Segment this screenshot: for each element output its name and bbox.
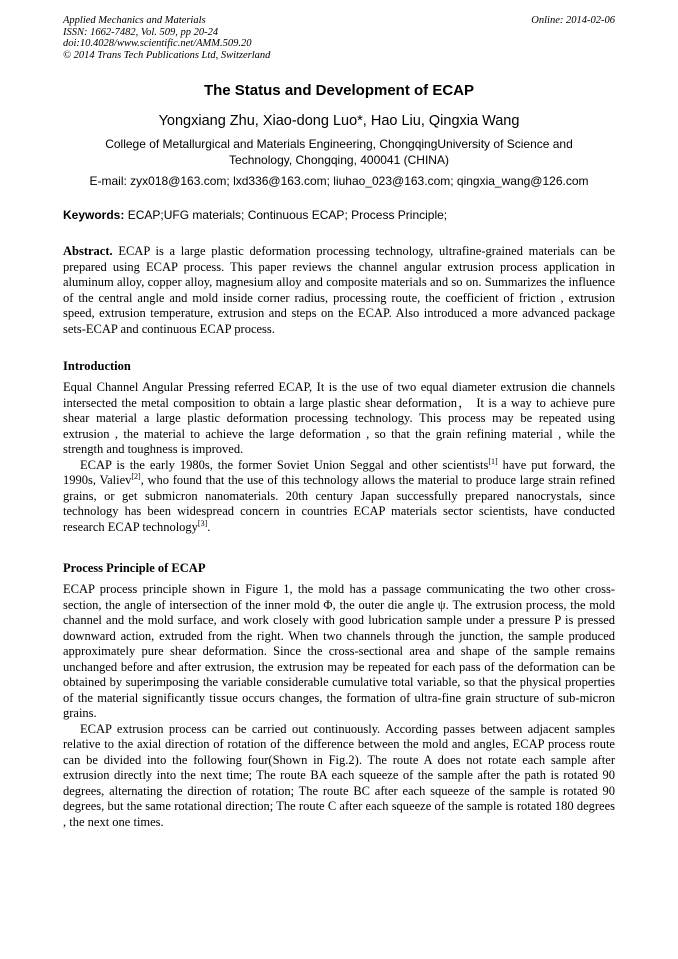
citation-2: [2] xyxy=(131,471,141,481)
introduction-heading: Introduction xyxy=(63,359,131,373)
journal-name: Applied Mechanics and Materials xyxy=(63,15,206,26)
citation-3: [3] xyxy=(197,518,208,528)
abstract-text: ECAP is a large plastic deformation processing technology, ultrafine-grained materials can be prepared using ECAP process. This paper reviews the channel angular extrusion process application in aluminum alloy, copper alloy, magnesium alloy and composite materials and so on. Summarizes the influence of the central angle and mold inside corner radius, processing route, the coefficient of friction , extrusion speed, extrusion temperature, extrusion and steps on the ECAP. Also introduced a more advanced package sets-ECAP and continuous ECAP process. xyxy=(63,244,615,336)
intro-p2-text-a: ECAP is the early 1980s, the former Soviet Union Seggal and other scientists xyxy=(80,457,489,472)
intro-p2-text-d: . xyxy=(207,519,211,534)
intro-paragraph-1: Equal Channel Angular Pressing referred ECAP, It is the use of two equal diameter extrusion die channels intersected the metal composition to obtain a large plastic shear deformation， It is a way to achieve pure shear material a large plastic deformation processing technology. This process may be repeated using extrusion , the material to achieve the large deformation , so that the grain refining material , while the strength and toughness is improved. xyxy=(63,380,615,456)
paper-title: The Status and Development of ECAP xyxy=(203,82,475,99)
doi-line: doi:10.4028/www.scientific.net/AMM.509.20 xyxy=(63,38,252,49)
abstract-label: Abstract. xyxy=(63,244,113,258)
author-list: Yongxiang Zhu, Xiao-dong Luo*, Hao Liu, Qingxia Wang xyxy=(158,113,520,129)
process-paragraph-1: ECAP process principle shown in Figure 1, the mold has a passage communicating the two other cross-section, the angle of intersection of the inner mold Φ, the outer die angle ψ. The extrusion process, the mold channel and the mold surface, and work closely with good lubrication sample under a pressure P is pressed downward action, extruded from the right. When two channels through the junction, the sample produced approximately pure shear deformation. Since the cross-sectional area and shape of the sample remains unchanged before and after extrusion, the extrusion may be repeated for each pass of the deformation can be obtained by superimposing the variable considerable cumulative total variable, so that the physical properties of the material significantly tissue occurs changes, the formation of ultra-fine grain structure of sub-micron grains. xyxy=(63,582,615,720)
keywords xyxy=(63,208,615,222)
intro-p2-text-c: , who found that the use of this technology allows the material to produce large strain refined grains, or get submicron nanomaterials. 20th century Japan successfully prepared nanocrystals, since technology has been widespread concern in countries ECAP materials sector scientists, have conducted research ECAP technology xyxy=(63,473,615,534)
process-principle-heading: Process Principle of ECAP xyxy=(63,561,206,575)
process-principle-body xyxy=(63,582,615,830)
copyright-line: © 2014 Trans Tech Publications Ltd, Switzerland xyxy=(63,49,271,61)
introduction-body xyxy=(63,380,615,535)
intro-p2-text-b: have put forward, the 1990s, Valiev xyxy=(63,457,615,487)
intro-paragraph-2 xyxy=(63,458,615,536)
keywords-text: ECAP;UFG materials; Continuous ECAP; Process Principle; xyxy=(124,208,448,222)
process-paragraph-2: ECAP extrusion process can be carried out continuously. According passes between adjacent samples relative to the axial direction of rotation of the difference between the mold and angles, ECAP process route can be divided into the following four(Shown in Fig.2). The route A does not rotate each sample after extrusion directly into the next time; The route BA each squeeze of the sample after the path is rotated 90 degrees, alternating the direction of rotation; The route BC after each squeeze of the sample is rotated 90 degrees, but the same rotational direction; The route C after each squeeze of the sample is rotated 180 degrees , the next one times. xyxy=(63,721,615,829)
online-date: Online: 2014-02-06 xyxy=(531,15,615,26)
issn-line: ISSN: 1662-7482, Vol. 509, pp 20-24 xyxy=(63,26,219,38)
email-line: E-mail: zyx018@163.com; lxd336@163.com; liuhao_023@163.com; qingxia_wang@126.com xyxy=(89,174,589,188)
abstract xyxy=(63,244,615,337)
affiliation: College of Metallurgical and Materials Engineering, ChongqingUniversity of Science and Technology, Chongqing, 400041 (CHINA) xyxy=(105,137,573,167)
keywords-label: Keywords: xyxy=(63,208,125,222)
journal-header xyxy=(63,15,270,61)
citation-1: [1] xyxy=(488,456,498,466)
